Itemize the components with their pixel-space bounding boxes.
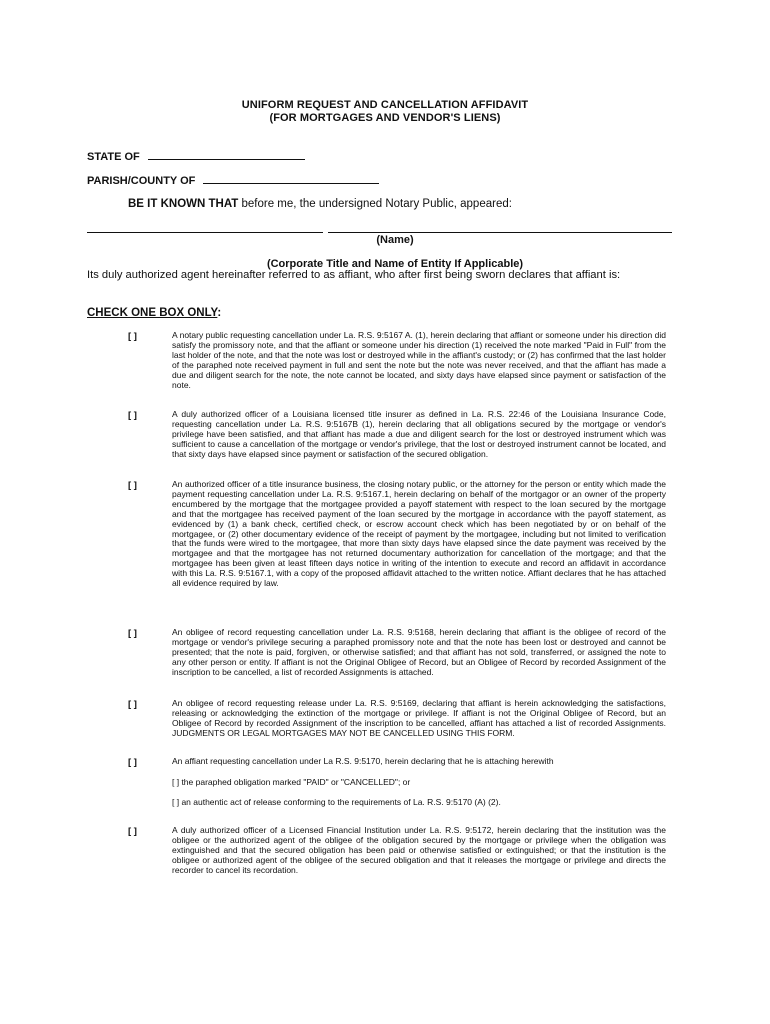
checkbox-option-7[interactable]: [ ]	[128, 826, 137, 837]
option-text: An obligee of record requesting release under La. R.S. 9:5169, declaring that affiant is herein acknowledging the satisfactions, releasing or acknowledging the extinction of the mortgage or privilege. If affiant is not the Original Obligee of Record, but an Obligee of Record by recorded Assignment of the inscription to be cancelled, affiant has attached a list of recorded Assignments. JUDGMENTS OR LEGAL MORTGAGES MAY NOT BE CANCELLED USING THIS FORM.	[172, 698, 666, 738]
document-title: UNIFORM REQUEST AND CANCELLATION AFFIDAVIT	[241, 99, 529, 111]
checkbox-option-6[interactable]: [ ]	[128, 757, 137, 768]
signature-line-right[interactable]	[328, 232, 672, 233]
sub-option-authentic-act[interactable]: [ ] an authentic act of release conforming to the requirements of La. R.S. 9:5170 (A) (2).	[172, 797, 501, 807]
state-field	[87, 149, 305, 163]
parish-field	[87, 173, 379, 187]
parish-blank-line[interactable]	[203, 173, 379, 184]
corporate-title-label: (Corporate Title and Name of Entity If Applicable)	[266, 258, 524, 270]
option-text: A notary public requesting cancellation under La. R.S. 9:5167 A. (1), herein declaring that affiant or someone under his direction did satisfy the promissory note, and that the affiant or someone under his direction (1) received the note marked "Paid in Full" from the last holder of the note, and that the note was lost or destroyed while in the affiant's custody; or (2) has confirmed that the last holder of the paraphed note received payment in full and sent the note but the note was never received, and that the affiant has made a due and diligent search for the note, the note cannot be located, and sixty days have elapsed since payment or satisfaction of the note.	[172, 330, 666, 390]
checkbox-option-3[interactable]: [ ]	[128, 480, 137, 491]
check-one-colon: :	[217, 307, 222, 319]
option-text: A duly authorized officer of a Louisiana licensed title insurer as defined in La. R.S. 22:46 of the Louisiana Insurance Code, requesting cancellation under La. R.S. 9:5167B (1), herein declaring that all obligations secured by the mortgage or vendor's privilege have been satisfied, and that affiant has made a due and diligent search for the lost or destroyed instrument which was sufficient to cause a cancellation of the mortgage or vendor's privilege, that the lost or destroyed instrument cannot be located, and that sixty days have elapsed since payment or satisfaction of the secured obligation.	[172, 409, 666, 459]
option-text: A duly authorized officer of a Licensed Financial Institution under La. R.S. 9:5172, herein declaring that the institution was the obligee or the authorized agent of the obligee of the obligation secured by the mortgage or privilege when the obligation was extinguished and that the secured obligation has been paid or otherwise satisfied or extinguished; or that the institution is the obligee or authorized agent of the obligee of the secured obligation and that it releases the mortgage or privilege and directs the recorder to cancel its recordation.	[172, 825, 666, 875]
state-label: STATE OF	[87, 151, 140, 163]
affiant-intro: Its duly authorized agent hereinafter referred to as affiant, who after first being sworn declares that affiant is:	[87, 269, 621, 281]
name-label: (Name)	[376, 234, 414, 246]
be-it-known-text: before me, the undersigned Notary Public, appeared:	[238, 198, 512, 210]
check-one-underlined: CHECK ONE BOX ONLY	[87, 307, 218, 319]
checkbox-option-1[interactable]: [ ]	[128, 331, 137, 342]
be-it-known-paragraph	[128, 198, 512, 210]
option-text: An authorized officer of a title insurance business, the closing notary public, or the attorney for the person or entity which made the payment requesting cancellation under La. R.S. 9:5167.1, herein declaring on behalf of the mortgagor or an owner of the property encumbered by the mortgage that the mortgagee provided a payoff statement with respect to the loan secured by the mortgage and that the mortgagee has received payment of the loan secured by the mortgage in accordance with the payoff statement, as evidenced by (1) a bank check, certified check, or escrow account check which has been negotiated by or on behalf of the mortgagee, or (2) other documentary evidence of the receipt of payment by the mortgagee, including but not limited to verification that the funds were wired to the mortgagee, that more than sixty days have elapsed since the date payment was received by the mortgagee and that the mortgagee has not returned documentary authorization for cancellation of the mortgage; and that the mortgagee has been given at least fifteen days notice in writing of the intention to execute and record an affidavit in accordance with this La. R.S. 9:5167.1, with a copy of the proposed affidavit attached to the written notice. Affiant declares that he has attached all evidence required by law.	[172, 479, 666, 589]
option-text: An affiant requesting cancellation under La R.S. 9:5170, herein declaring that he is attaching herewith	[172, 756, 554, 766]
signature-line-left[interactable]	[87, 232, 323, 233]
checkbox-option-4[interactable]: [ ]	[128, 628, 137, 639]
state-blank-line[interactable]	[148, 149, 305, 160]
option-text: An obligee of record requesting cancellation under La. R.S. 9:5168, herein declaring that affiant is the obligee of record of the mortgage or vendor's privilege securing a paraphed promissory note and that the note has been lost or destroyed and cannot be presented; that the note is paid, forgiven, or otherwise satisfied; and that affiant has not sold, transferred, or assigned the note to any other person or entity. If affiant is not the Original Obligee of Record, but an Obligee of Record by recorded Assignment of the inscription to be cancelled, a list of recorded Assignments is attached.	[172, 627, 666, 677]
checkbox-option-2[interactable]: [ ]	[128, 410, 137, 421]
checkbox-option-5[interactable]: [ ]	[128, 699, 137, 710]
parish-label: PARISH/COUNTY OF	[87, 175, 196, 187]
document-subtitle: (FOR MORTGAGES AND VENDOR'S LIENS)	[269, 112, 501, 124]
sub-option-paraphed[interactable]: [ ] the paraphed obligation marked "PAID" or "CANCELLED"; or	[172, 777, 411, 787]
be-it-known-bold: BE IT KNOWN THAT	[128, 198, 239, 210]
check-one-heading	[87, 307, 221, 319]
